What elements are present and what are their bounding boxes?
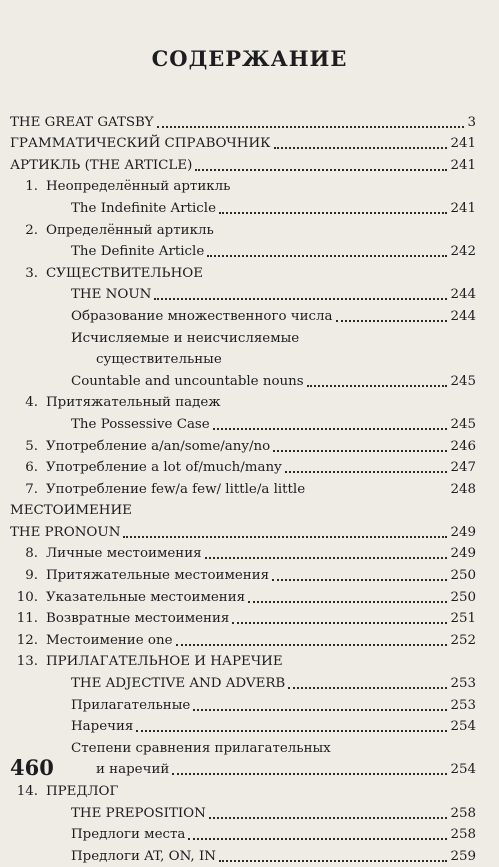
toc-entry [10,457,476,479]
toc-entry-title: СУЩЕСТВИТЕЛЬНОЕ [46,265,204,281]
dot-leader [209,816,448,819]
dot-leader [136,729,447,732]
toc-entry-title: Личные местоимения [46,546,202,562]
toc-entry [10,845,476,867]
dot-leader [273,449,447,452]
dot-leader [288,686,447,689]
toc-entry-title: АРТИКЛЬ (THE ARTICLE) [10,157,193,173]
toc-entry [10,176,476,198]
toc-entry-title: существительные [96,352,222,368]
dot-leader [207,254,447,257]
toc-entry [10,586,476,608]
toc-entry [10,111,476,133]
toc-entry-number: 3. [25,265,38,281]
dot-leader [195,168,447,171]
dot-leader [285,470,448,473]
dot-leader [248,600,447,603]
toc-entry [10,284,476,306]
toc-entry [10,543,476,565]
dot-leader [336,319,448,322]
toc-entry-title: Определённый артикль [46,222,214,238]
dot-leader [193,708,447,711]
toc-entry-page: 241 [450,200,476,216]
toc-entry-title: Употребление a/an/some/any/no [46,438,271,454]
dot-leader [219,211,447,214]
dot-leader [188,837,447,840]
toc-entry [10,521,476,543]
toc-entry-title: The Possessive Case [71,416,210,432]
toc-entry-title: ГРАММАТИЧЕСКИЙ СПРАВОЧНИК [10,136,271,152]
toc-entry [10,478,476,500]
dot-leader [157,125,465,128]
toc-entry [10,435,476,457]
toc-entry-page: 244 [450,308,476,324]
toc-entry-title: THE NOUN [71,287,152,303]
toc-entry-number: 7. [25,481,38,497]
toc-entry-title: Употребление few/a few/ little/a little [46,481,306,497]
toc-entry [10,780,476,802]
toc-entry [10,759,476,781]
toc-entry-title: Предлоги места [71,827,186,843]
toc-entry-title: Прилагательные [71,697,191,713]
toc-entry-title: ПРЕДЛОГ [46,784,119,799]
toc-entry-title: Употребление a lot of/much/many [46,460,282,476]
dot-leader [205,556,448,559]
toc-entry-title: Притяжательный падеж [46,395,221,411]
toc-entry-page: 241 [450,136,476,152]
toc-entry-title: THE PREPOSITION [71,805,206,821]
toc-entry-title: THE GREAT GATSBY [10,114,154,130]
toc-entry-page: 250 [450,568,476,584]
toc-entry [10,241,476,263]
toc-entry [10,133,476,155]
toc-entry [10,651,476,673]
toc-entry-title: Исчисляемые и неисчисляемые [71,330,300,346]
dot-leader [232,621,447,624]
toc-entry-page: 3 [467,114,476,130]
dot-leader [213,427,448,430]
dot-leader [219,859,447,862]
dot-leader [274,146,448,149]
dot-leader [154,297,447,300]
toc-entry [10,802,476,824]
toc-entry [10,629,476,651]
toc-entry-number: 4. [25,395,38,411]
toc-entry [10,327,476,349]
toc-entry-number: 9. [25,568,38,584]
toc-entry-title: МЕСТОИМЕНИЕ [10,503,132,519]
toc-entry-page: 249 [450,524,476,540]
toc-entry-title: Образование множественного числа [71,308,333,324]
toc-entry-title: Притяжательные местоимения [46,568,270,584]
toc-entry-title: Местоимение one [46,632,173,648]
toc-entry-page: 247 [450,460,476,476]
toc-entry [10,262,476,284]
dot-leader [176,643,448,646]
toc-entry [10,370,476,392]
toc-entry [10,824,476,846]
toc-entry-title: Countable and uncountable nouns [71,373,304,389]
toc-entry-title: ПРИЛАГАТЕЛЬНОЕ И НАРЕЧИЕ [46,654,283,670]
dot-leader [172,772,447,775]
toc-entry-title: Предлоги AT, ON, IN [71,848,216,864]
toc-entry-page: 252 [450,632,476,648]
toc-entry-page: 251 [450,611,476,627]
toc-entry [10,413,476,435]
toc-entry-page: 259 [450,848,476,864]
toc-entry-title: и наречий [96,762,170,778]
toc-entry-title: The Indefinite Article [71,200,216,216]
toc-entry [10,154,476,176]
toc-entry-page: 246 [450,438,476,454]
toc-entry-title: Неопределённый артикль [46,179,231,195]
toc-entry-title: Возвратные местоимения [46,611,230,627]
toc-entry-page: 258 [450,805,476,821]
toc-entry-number: 14. [16,784,38,799]
toc-entry-title: Степени сравнения прилагательных [71,740,331,756]
toc-entry [10,197,476,219]
toc-entry-number: 10. [16,589,38,605]
toc-entry [10,716,476,738]
toc-entry [10,672,476,694]
toc-entry-page: 253 [450,676,476,692]
toc-entry-number: 13. [16,654,38,670]
toc-entry-number: 1. [25,179,38,195]
toc-entry-number: 12. [16,632,38,648]
toc-entry-page: 245 [450,373,476,389]
toc-entry-number: 5. [25,438,38,454]
toc-entry-page: 242 [450,244,476,260]
toc-entry [10,349,476,371]
toc-entry-page: 248 [450,481,476,497]
dot-leader [272,578,447,581]
toc-entry-number: 6. [25,460,38,476]
toc-entry [10,219,476,241]
toc-entry-page: 245 [450,416,476,432]
toc-entry-number: 11. [16,611,38,627]
dot-leader [308,492,447,495]
toc-entry-title: THE PRONOUN [10,524,121,540]
toc-entry-page: 244 [450,287,476,303]
toc-entry [10,608,476,630]
toc-entry [10,305,476,327]
toc-entry-title: The Definite Article [71,244,205,260]
toc-entry-page: 250 [450,589,476,605]
dot-leader [307,384,448,387]
toc-entry [10,564,476,586]
page-title: СОДЕРЖАНИЕ [151,46,348,71]
toc-entry-page: 258 [450,827,476,843]
toc-entry-page: 254 [450,762,476,778]
toc-entry-page: 253 [450,697,476,713]
toc-entry [10,737,476,759]
toc-entry-page: 249 [450,546,476,562]
toc-entry-title: Наречия [71,719,134,735]
toc-entry-page: 254 [450,719,476,735]
toc-entry-title: Указательные местоимения [46,589,246,605]
toc-entry [10,500,476,522]
toc-entry [10,694,476,716]
toc-entry-page: 241 [450,157,476,173]
toc-entry-number: 2. [25,222,38,238]
page-number: 460 [10,755,54,780]
toc-entry-number: 8. [25,546,38,562]
table-of-contents [10,111,476,867]
toc-entry [10,392,476,414]
dot-leader [123,535,447,538]
toc-entry-title: THE ADJECTIVE AND ADVERB [71,676,286,692]
